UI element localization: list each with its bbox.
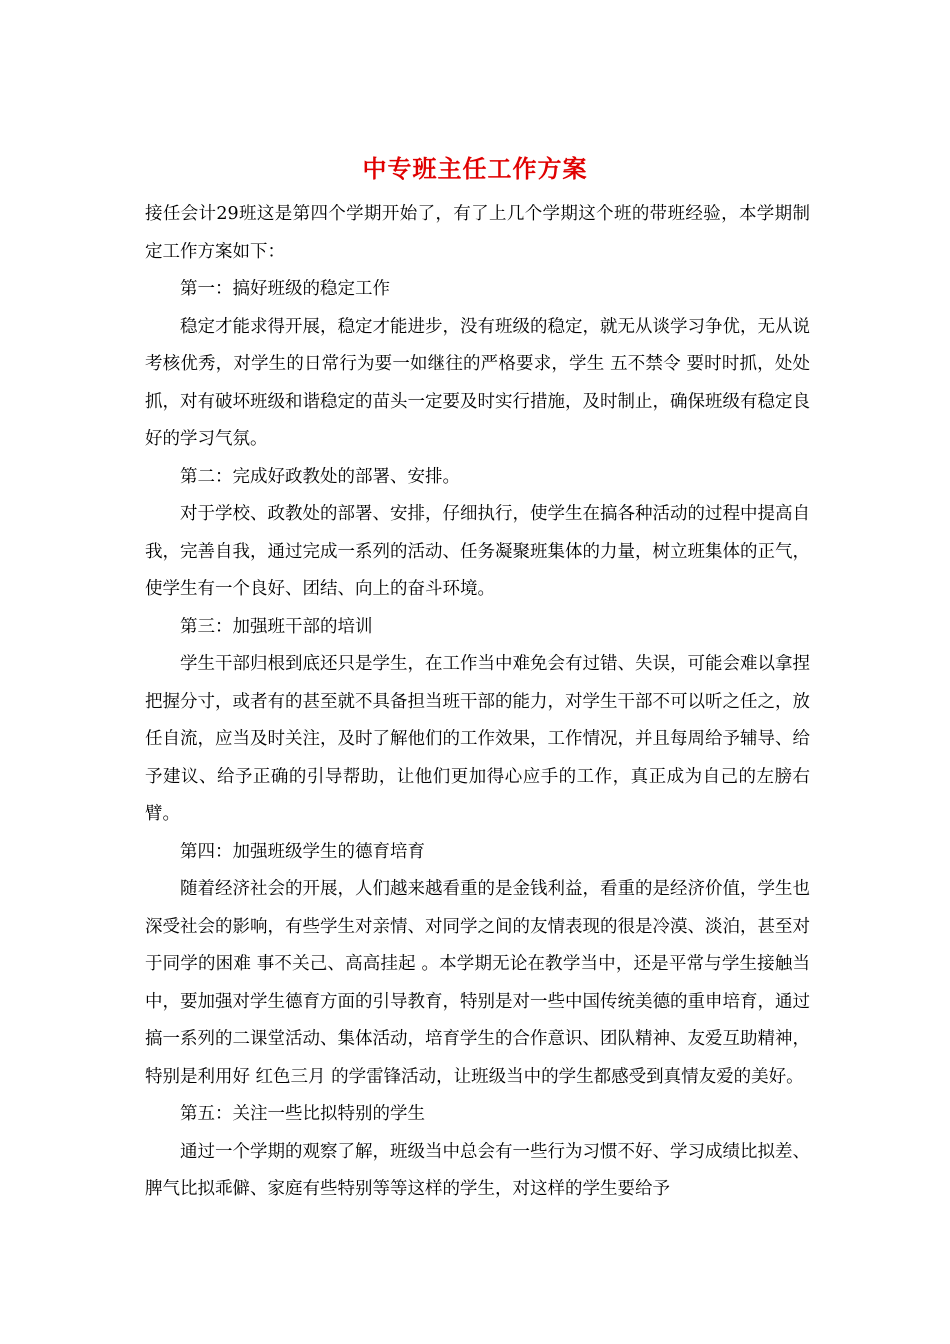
section-5-body: 通过一个学期的观察了解，班级当中总会有一些行为习惯不好、学习成绩比拟差、脾气比拟乖僻、家庭有些特别等等这样的学生，对这样的学生要给予: [145, 1141, 810, 1199]
intro-paragraph: 接任会计29班这是第四个学期开始了，有了上几个学期这个班的带班经验，本学期制定工作方案如下：: [145, 204, 810, 262]
section-4-heading: 第四：加强班级学生的德育培育: [180, 841, 425, 862]
section-4-body: 随着经济社会的开展，人们越来越看重的是金钱利益，看重的是经济价值，学生也深受社会的影响，有些学生对亲情、对同学之间的友情表现的很是冷漠、淡泊，甚至对于同学的困难 事不关己、高高挂起 。本学期无论在教学当中，还是平常与学生接触当中，要加强对学生德育方面的引导教育，特别是对一些中国传统美德的重申培育，通过搞一系列的二课堂活动、集体活动，培育学生的合作意识、团队精神、友爱互助精神，特别是利用好 红色三月 的学雷锋活动，让班级当中的学生都感受到真情友爱的美好。: [145, 879, 810, 1087]
section-2-heading: 第二：完成好政教处的部署、安排。: [180, 466, 460, 487]
section-5-heading: 第五：关注一些比拟特别的学生: [180, 1104, 425, 1124]
document-title: 中专班主任工作方案: [362, 154, 588, 183]
section-1-body: 稳定才能求得开展，稳定才能进步，没有班级的稳定，就无从谈学习争优，无从说考核优秀，对学生的日常行为要一如继往的严格要求，学生 五不禁令 要时时抓，处处抓，对有破坏班级和谐稳定的苗头一定要及时实行措施，及时制止，确保班级有稳定良好的学习气氛。: [145, 316, 810, 449]
section-2-body: 对于学校、政教处的部署、安排，仔细执行，使学生在搞各种活动的过程中提高自我，完善自我，通过完成一系列的活动、任务凝聚班集体的力量，树立班集体的正气，使学生有一个良好、团结、向上的奋斗环境。: [145, 504, 810, 599]
section-3-heading: 第三：加强班干部的培训: [180, 616, 373, 637]
document-body: [145, 196, 810, 1209]
section-3-body: 学生干部归根到底还只是学生，在工作当中难免会有过错、失误，可能会难以拿捏把握分寸，或者有的甚至就不具备担当班干部的能力，对学生干部不可以听之任之，放任自流，应当及时关注，及时了解他们的工作效果，工作情况，并且每周给予辅导、给予建议、给予正确的引导帮助，让他们更加得心应手的工作，真正成为自己的左膀右臂。: [145, 654, 810, 824]
section-1-heading: 第一：搞好班级的稳定工作: [180, 279, 390, 299]
